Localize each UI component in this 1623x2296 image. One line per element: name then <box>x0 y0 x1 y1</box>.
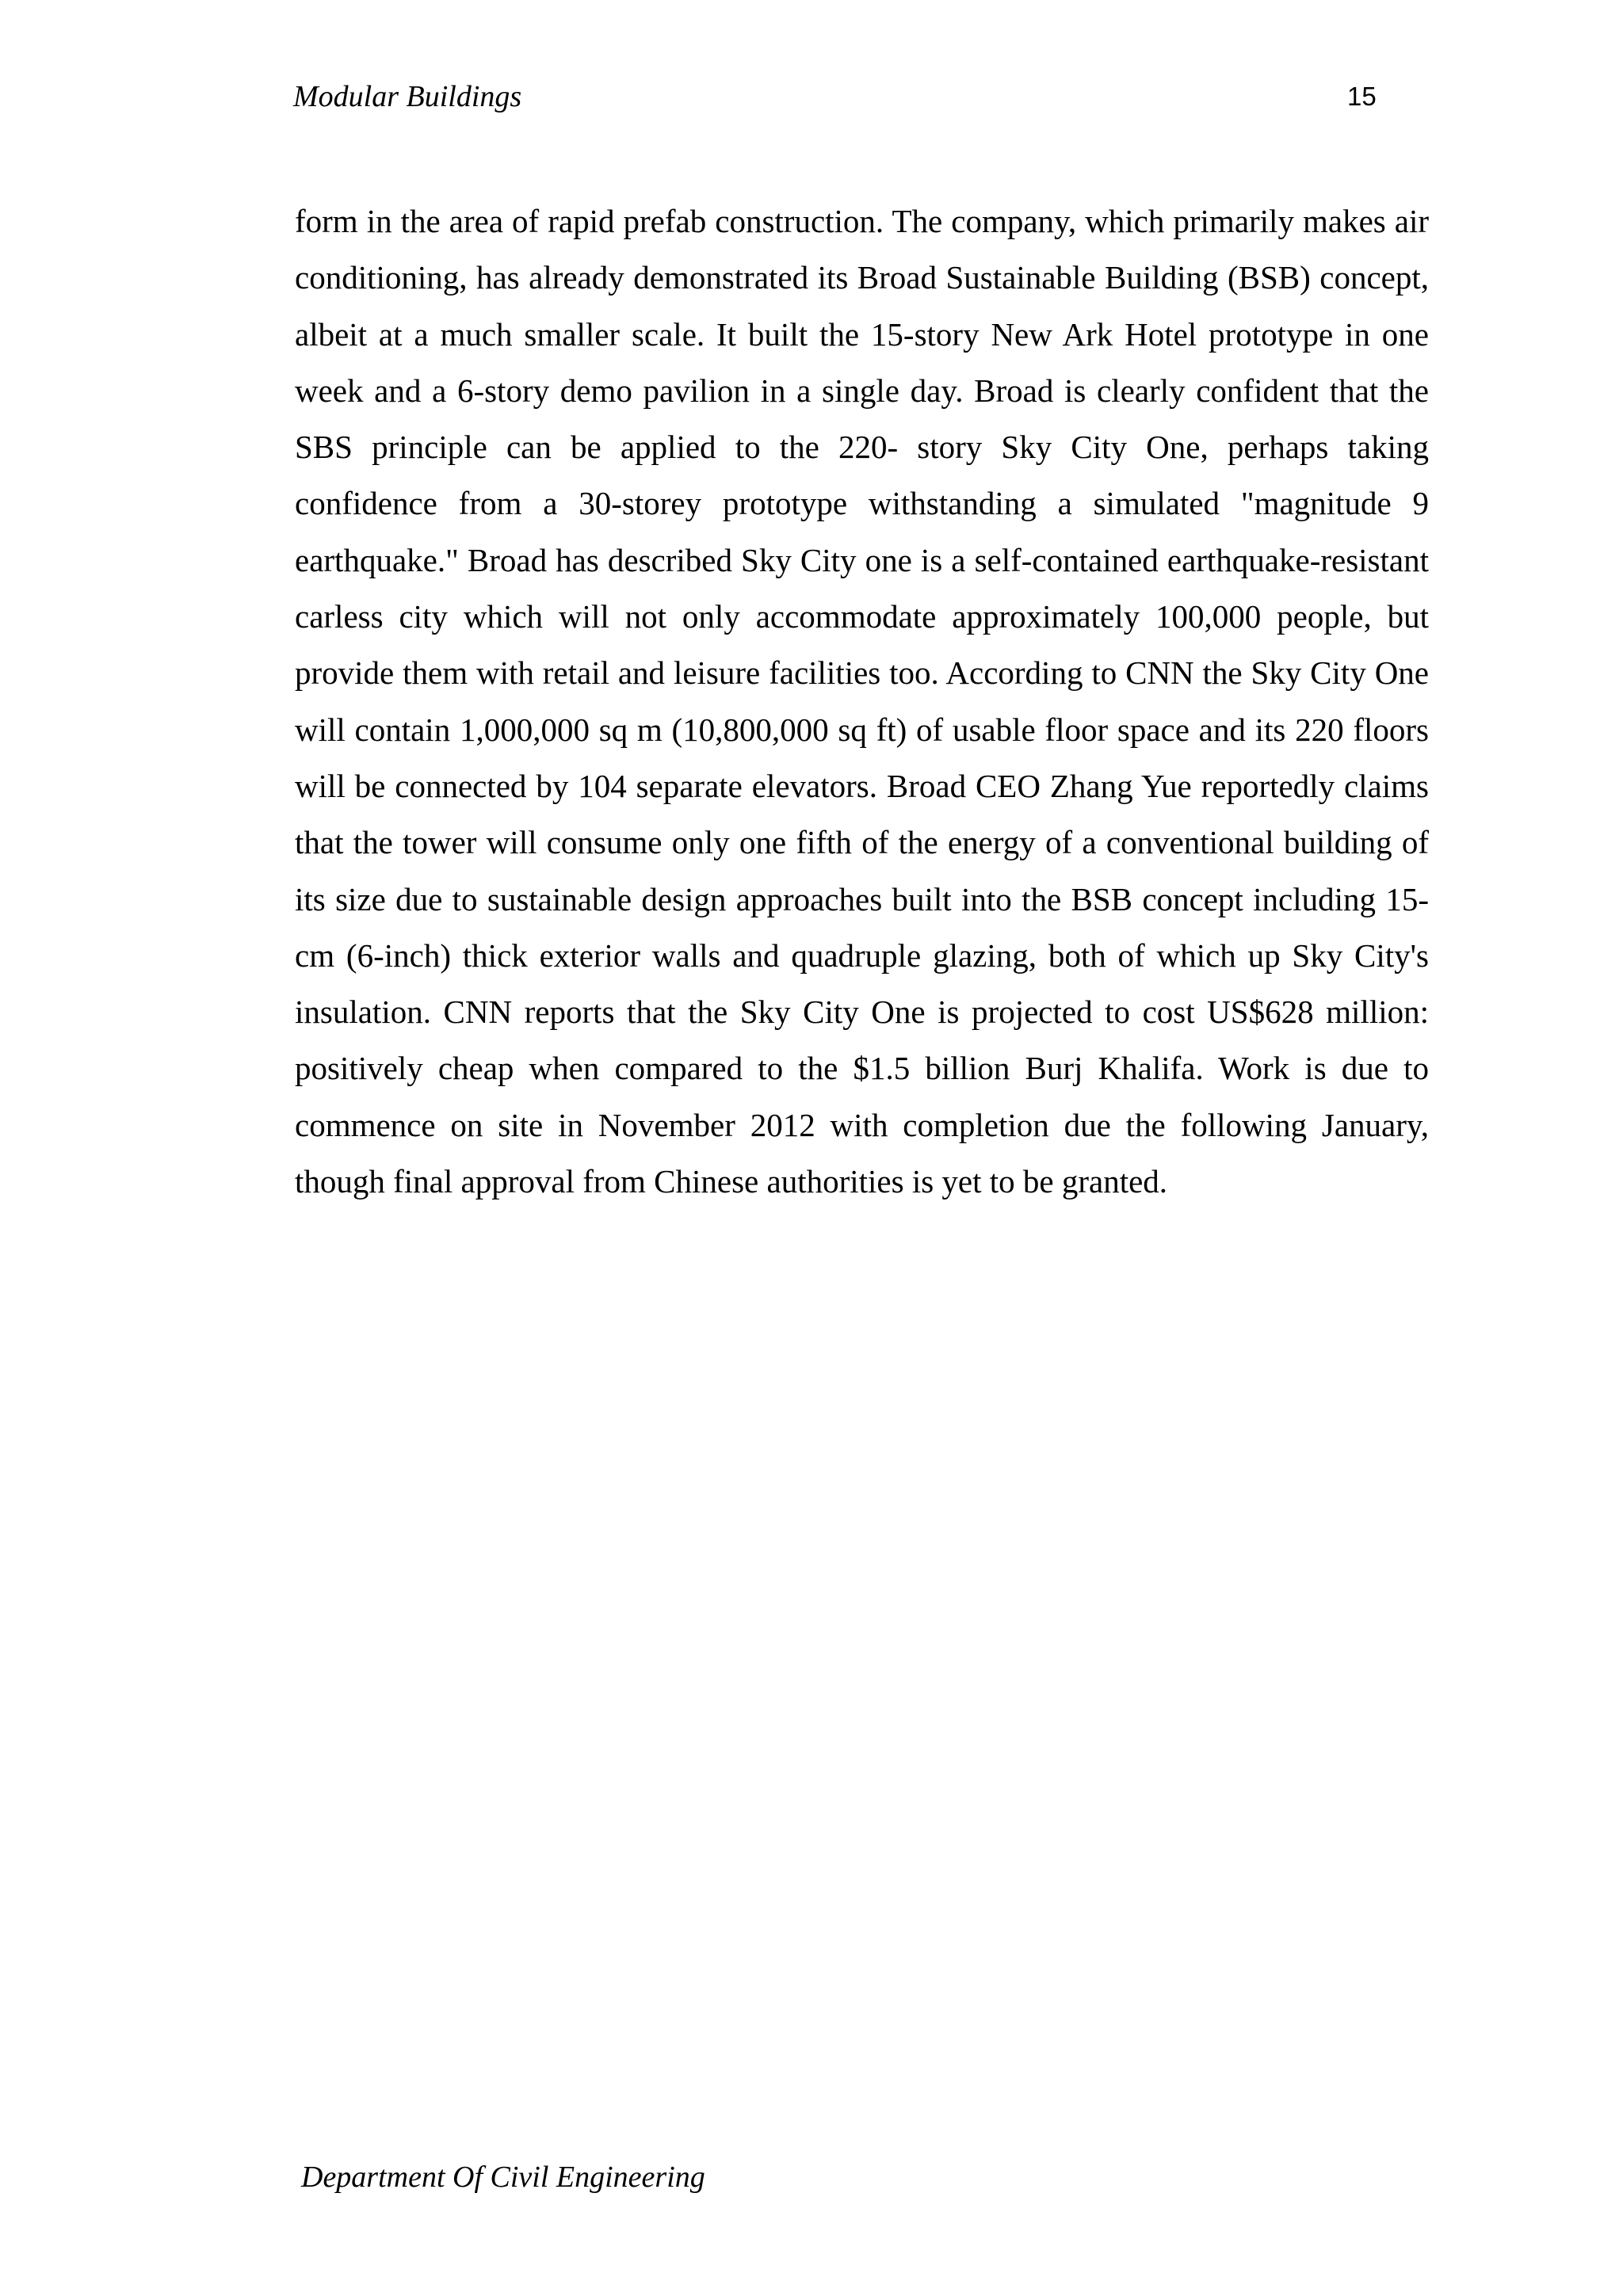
body-paragraph: form in the area of rapid prefab construction. The company, which primarily makes air conditioning, has already demonstrated its Broad Sustainable Building (BSB) concept, albeit at a much smaller scale. It built the 15-story New Ark Hotel prototype in one week and a 6-story demo pavilion in a single day. Broad is clearly confident that the SBS principle can be applied to the 220- story Sky City One, perhaps taking confidence from a 30-storey prototype withstanding a simulated "magnitude 9 earthquake." Broad has described Sky City one is a self-contained earthquake-resistant carless city which will not only accommodate approximately 100,000 people, but provide them with retail and leisure facilities too. According to CNN the Sky City One will contain 1,000,000 sq m (10,800,000 sq ft) of usable floor space and its 220 floors will be connected by 104 separate elevators. Broad CEO Zhang Yue reportedly claims that the tower will consume only one fifth of the energy of a conventional building of its size due to sustainable design approaches built into the BSB concept including 15-cm (6-inch) thick exterior walls and quadruple glazing, both of which up Sky City's insulation. CNN reports that the Sky City One is projected to cost US$628 million: positively cheap when compared to the $1.5 billion Burj Khalifa. Work is due to commence on site in November 2012 with completion due the following January, though final approval from Chinese authorities is yet to be granted. <box>295 203 1429 1200</box>
page-number: 15 <box>1347 82 1377 111</box>
running-head-title: Modular Buildings <box>293 80 522 113</box>
footer-department: Department Of Civil Engineering <box>301 2161 705 2194</box>
